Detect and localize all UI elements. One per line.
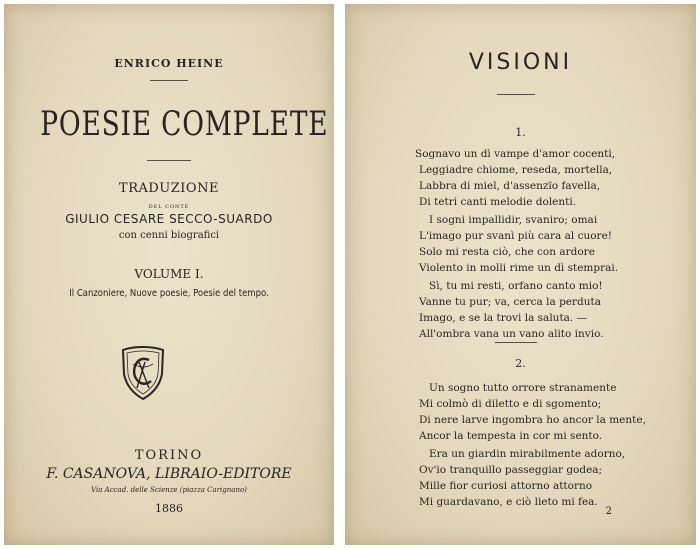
verse-line: Era un giardin mirabilmente adorno, — [429, 448, 626, 460]
verse-line: Di tetri canti melodie dolenti. — [419, 196, 577, 208]
verse-line: Sognavo un dì vampe d'amor cocenti, — [415, 148, 616, 160]
verse-line: Solo mi resta ciò, che con ardore — [419, 246, 595, 258]
contents-line: Il Canzoniere, Nuove poesie, Poesie del tempo. — [69, 288, 269, 299]
verse-line: Mille fior curiosi attorno attorno — [419, 480, 593, 492]
poem-title: VISIONI — [468, 50, 573, 75]
verse-line: Leggiadre chiome, reseda, mortella, — [419, 164, 613, 176]
poem-page — [345, 4, 696, 545]
publisher-address: Via Accad. delle Scienze (piazza Carignano) — [91, 486, 247, 494]
verse-line: Vanne tu pur; va, cerca la perduta — [419, 296, 601, 308]
divider — [497, 94, 535, 95]
publication-year: 1886 — [155, 502, 183, 515]
publisher-name: F. CASANOVA, LIBRAIO-EDITORE — [46, 466, 292, 482]
section-number: 1. — [515, 126, 526, 139]
volume-label: VOLUME I. — [134, 267, 204, 281]
verse-line: Ancor la tempesta in cor mi sento. — [419, 430, 603, 442]
section-number: 2. — [515, 357, 526, 370]
book-title: POESIE COMPLETE — [40, 104, 329, 144]
author-name: ENRICO HEINE — [114, 57, 224, 70]
verse-line: Labbra di miel, d'assenzïo favella, — [419, 180, 601, 192]
monogram-shield-icon — [119, 344, 167, 402]
publication-city: TORINO — [134, 448, 204, 463]
verse-line: L'imago pur svanì più cara al cuore! — [419, 230, 613, 242]
title-page — [4, 4, 334, 545]
verse-line: Violento in molli rime un dì stemprai. — [419, 262, 619, 274]
verse-line: Un sogno tutto orrore stranamente — [429, 382, 617, 394]
verse-line: Imago, e se la trovi la saluta. — — [419, 312, 588, 324]
verse-line: All'ombra vana un vano alito invio. — [419, 328, 604, 340]
translation-label: TRADUZIONE — [119, 181, 219, 196]
translator-name: GIULIO CESARE SECCO-SUARDO — [65, 212, 273, 226]
verse-line: I sogni impallidir, svaniro; omai — [429, 214, 598, 226]
verse-line: Ov'io tranquillo passeggiar godea; — [419, 464, 603, 476]
verse-line: Sì, tu mi resti, orfano canto mio! — [429, 280, 603, 292]
page-number: 2 — [605, 506, 612, 517]
verse-line: Di nere larve ingombra ho ancor la mente, — [419, 414, 646, 426]
verse-line: Mi colmò di diletto e di sgomento; — [419, 398, 602, 410]
by-label: DEL CONTE — [148, 204, 190, 210]
divider — [147, 160, 191, 161]
verse-line: Mi guardavano, e ciò lieto mi fea. — [419, 496, 598, 508]
divider — [495, 342, 537, 343]
biography-note: con cenni biografici — [118, 230, 220, 241]
divider — [150, 80, 188, 81]
